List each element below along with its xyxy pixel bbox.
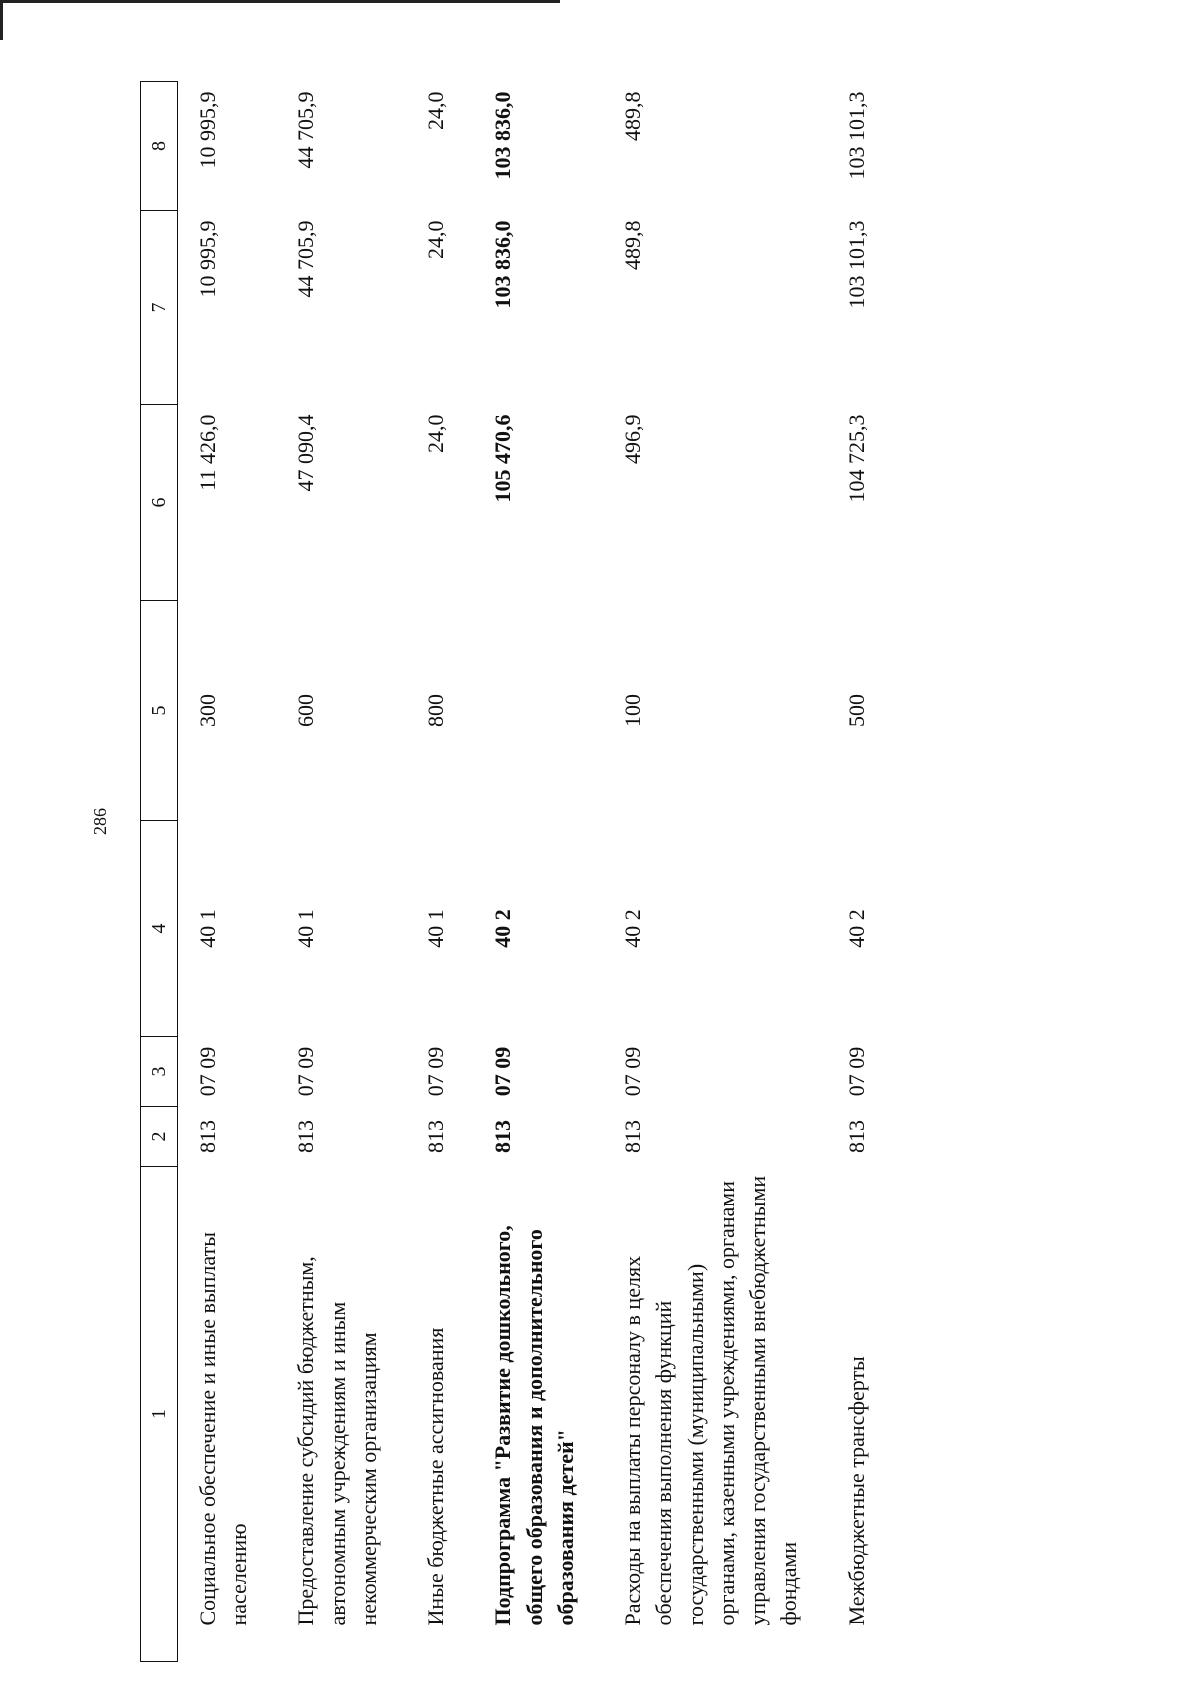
- table-row: [827, 82, 894, 1662]
- row-amount-6: 105 470,6: [490, 414, 516, 503]
- row-ministry-code: 813: [843, 1120, 869, 1153]
- row-name: Расходы на выплаты персоналу в целях обеспечения выполнения функций государственными (муниципальными) органами, казенными учреждениями, органами управления государственными внебюджетными фондами: [620, 1175, 802, 1626]
- row-ministry-code: 813: [490, 1120, 516, 1153]
- table-header: [141, 82, 178, 1662]
- row-amount-6: 47 090,4: [293, 414, 319, 492]
- row-program-code: 40 2: [843, 909, 869, 948]
- row-amount-6: 104 725,3: [843, 414, 869, 503]
- header-col-6: 6: [141, 405, 178, 601]
- row-amount-6: 496,9: [620, 414, 646, 464]
- header-col-2: 2: [141, 1107, 178, 1167]
- row-ministry-code: 813: [620, 1120, 646, 1153]
- row-expense-type: 800: [423, 694, 449, 727]
- row-amount-7: 10 995,9: [195, 220, 220, 298]
- table-row: [406, 82, 473, 1662]
- row-section-code: 07 09: [843, 1046, 869, 1097]
- row-name: Подпрограмма "Развитие дошкольного, общего образования и дополнительного образования детей": [490, 1225, 578, 1626]
- row-name: Иные бюджетные ассигнования: [423, 1327, 449, 1626]
- row-program-code: 40 1: [195, 909, 220, 948]
- row-amount-8: 44 705,9: [293, 91, 319, 169]
- row-program-code: 40 1: [293, 909, 319, 948]
- row-name: Социальное обеспечение и иные выплаты населению: [195, 1232, 252, 1626]
- row-section-code: 07 09: [293, 1046, 319, 1097]
- row-section-code: 07 09: [423, 1046, 449, 1097]
- header-col-7: 7: [141, 211, 178, 405]
- row-ministry-code: 813: [423, 1120, 449, 1153]
- header-col-5: 5: [141, 601, 178, 821]
- row-ministry-code: 813: [293, 1120, 319, 1153]
- page-number: 286: [90, 808, 110, 835]
- table-row: [276, 82, 406, 1662]
- table-row: [603, 82, 826, 1662]
- row-expense-type: 600: [293, 694, 319, 727]
- table-row-subprogram: [473, 82, 603, 1662]
- header-col-1: 1: [141, 1167, 178, 1662]
- scan-edge-top: [0, 0, 560, 3]
- row-section-code: 07 09: [620, 1046, 646, 1097]
- row-section-code: 07 09: [195, 1046, 220, 1097]
- row-amount-7: 44 705,9: [293, 220, 319, 298]
- row-amount-7: 489,8: [620, 220, 646, 270]
- row-expense-type: 300: [195, 694, 220, 727]
- row-amount-8: 489,8: [620, 91, 646, 141]
- row-amount-8: 103 101,3: [843, 91, 869, 180]
- row-amount-8: 24,0: [423, 91, 449, 130]
- row-amount-8: 10 995,9: [195, 91, 220, 169]
- row-name: Предоставление субсидий бюджетным, автономным учреждениям и иным некоммерческим организациям: [293, 1256, 381, 1626]
- row-section-code: 07 09: [490, 1046, 516, 1097]
- header-col-3: 3: [141, 1037, 178, 1107]
- row-amount-8: 103 836,0: [490, 91, 516, 180]
- table-body: [178, 82, 894, 1662]
- row-amount-6: 11 426,0: [195, 414, 220, 491]
- budget-table-container: [140, 82, 1140, 1662]
- row-program-code: 40 2: [620, 909, 646, 948]
- row-ministry-code: 813: [195, 1120, 220, 1153]
- row-name: Межбюджетные трансферты: [843, 1356, 869, 1626]
- row-amount-6: 24,0: [423, 414, 449, 453]
- row-program-code: 40 2: [490, 909, 516, 948]
- header-col-8: 8: [141, 82, 178, 211]
- row-amount-7: 103 836,0: [490, 220, 516, 309]
- row-amount-7: 103 101,3: [843, 220, 869, 309]
- row-program-code: 40 1: [423, 909, 449, 948]
- row-expense-type: 100: [620, 694, 646, 727]
- table-row: [178, 82, 277, 1662]
- header-col-4: 4: [141, 821, 178, 1037]
- scan-edge-left: [0, 0, 3, 40]
- budget-table: [140, 81, 894, 1662]
- row-expense-type: [473, 601, 603, 821]
- row-expense-type: 500: [843, 694, 869, 727]
- row-amount-7: 24,0: [423, 220, 449, 259]
